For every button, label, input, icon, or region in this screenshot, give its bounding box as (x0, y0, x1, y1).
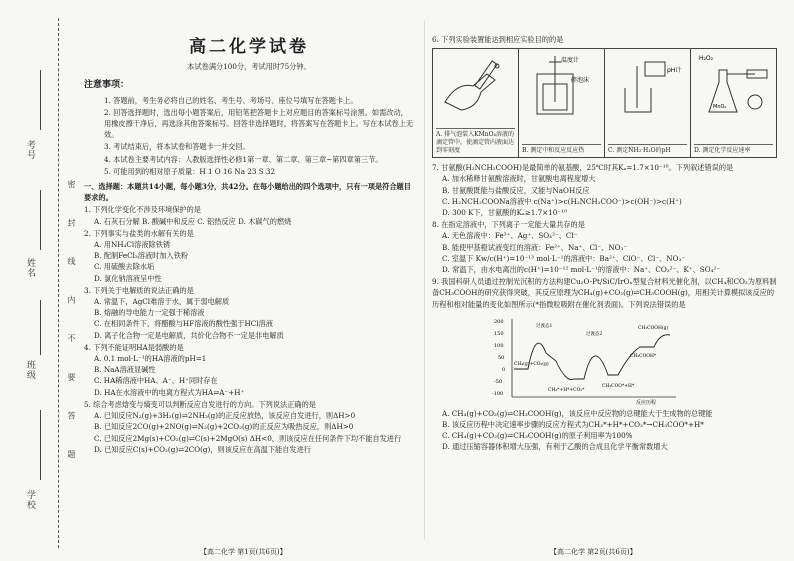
label-ts2: 过渡态2 (586, 331, 603, 337)
apparatus-caption: D. 测定化学反应速率 (694, 144, 773, 155)
axis-tick: 200 (494, 318, 504, 325)
school-field[interactable] (40, 410, 41, 480)
question-option: A. 常温下，AgCl难溶于水，属于弱电解质 (94, 297, 230, 307)
question-4 (84, 342, 414, 398)
apparatus-b (519, 49, 605, 157)
label-exam-number: 考号 (25, 140, 35, 160)
energy-profile-diagram (432, 313, 777, 405)
exam-subtitle: 本试卷满分100分，考试用时75分钟。 (187, 62, 311, 72)
question-option: A. 用NH₄Cl溶液除铁锈 (94, 240, 171, 250)
page-footer-right: 【高二化学 第2页(共6页)】 (550, 548, 637, 556)
page-footer-left: 【高二化学 第1页(共6页)】 (200, 548, 287, 556)
question-option: A. 已知反应N₂(g)+3H₂(g)⇌2NH₃(g)的正反应放热，该反应自发进行，则ΔH>0 (94, 411, 356, 421)
question-option: C. HA稀溶液中HA、A⁻、H⁺同时存在 (94, 376, 218, 386)
question-option: B. 能使甲基橙试液变红的溶液：Fe²⁺、Na⁺、Cl⁻、NO₃⁻ (442, 242, 628, 252)
class-field[interactable] (40, 300, 41, 355)
exam-number-field[interactable] (40, 70, 41, 130)
question-stem: 1. 下列化学变化不涉及环境保护的是 (84, 205, 201, 215)
question-option: D. 通过压缩容器体积增大压强，有利于乙酸的合成且化学平衡常数增大 (442, 442, 668, 452)
notice-heading: 注意事项： (84, 80, 130, 91)
label-h2o2: H₂O₂ (699, 55, 714, 63)
label-adsorbed-product: CH₃COOH* (630, 353, 657, 359)
right-column (432, 20, 777, 550)
axis-tick: 150 (494, 330, 504, 337)
apparatus-caption: B. 测定中和反应反应热 (522, 144, 601, 155)
calorimeter-icon (523, 52, 599, 122)
notice-item: 2. 回答选择题时，选出每小题答案后，用铅笔把答题卡上对应题目的答案标号涂黑。如需改动，用橡皮擦干净后，再选涂其他答案标号。回答非选择题时，将答案写在答题卡上。写在本试卷上无效。 (104, 107, 414, 140)
question-option: A. 无色溶液中：Fe³⁺、Ag⁺、SO₄²⁻、Cl⁻ (442, 231, 578, 241)
question-stem: 3. 下列关于电解质的说法正确的是 (84, 285, 194, 295)
burette-bubble-icon (437, 52, 513, 122)
notice-item: 1. 答题前，考生务必将自己的姓名、考生号、考场号、座位号填写在答题卡上。 (104, 95, 358, 105)
apparatus-caption: A. 排气泡装入KMnO₄溶液的滴定管中，使滴定管内液面达到零刻度 (436, 128, 515, 155)
ph-meter-icon (609, 52, 685, 122)
label-school: 学校 (25, 490, 35, 510)
question-option: A. 加水稀释甘氨酸溶液时，甘氨酸电离程度增大 (442, 174, 596, 184)
name-field[interactable] (40, 190, 41, 250)
question-option: C. H₂NCH₂COONa溶液中 c(Na⁺)>c(H₂NCH₂COO⁻)>c(OH⁻)>c(H⁺) (442, 196, 682, 206)
notice-item: 5. 可能用到的相对原子质量：H 1 O 16 Na 23 S 32 (104, 166, 276, 176)
apparatus-d (691, 49, 776, 157)
notice-item: 3. 考试结束后，将本试卷和答题卡一并交回。 (104, 142, 250, 152)
label-foam: 碎泡沫 (571, 77, 590, 85)
label-ts1: 过渡态1 (536, 323, 553, 329)
question-8 (432, 219, 777, 275)
question-stem: 9. 我国科研人员通过控制光沉积的方法构建Cu₂O-Pt/SiC/IrOₓ型复合材料光催化剂，以CH₄和CO₂为原料制备CH₃COOH的研究获得突破，其反应原理为CH₄(g)+CO₂(g)⇌CH₃COOH(g)，用相关计算模拟该反应的历程和相对能量的变化如图所示(*指微粒吸附在催化剂表面)。下列说法错误的是 (432, 277, 777, 309)
question-option: D. HA在水溶液中的电离方程式为HA⇌A⁻+H⁺ (94, 387, 245, 397)
exam-title: 高二化学试卷 (189, 37, 309, 57)
x-axis-label: 反应历程 (636, 399, 657, 405)
label-name: 姓名 (25, 258, 35, 278)
question-3 (84, 285, 414, 341)
question-option: D. 离子化合物一定是电解质，共价化合物不一定是非电解质 (94, 330, 284, 340)
question-option: C. 用硫酸去除水垢 (94, 262, 155, 272)
energy-profile-svg (490, 313, 680, 405)
binding-margin (0, 0, 80, 561)
question-option: B. 熔融的导电能力一定强于稀溶液 (94, 308, 205, 318)
question-stem: 7. 甘氨酸(H₂NCH₂COOH)是最简单的氨基酸，25℃时其Kₐ=1.7×10⁻¹⁰。下列叙述错误的是 (432, 163, 734, 173)
notice-item: 4. 本试卷主要考试内容：人教版选择性必修1第一章、第二章、第三章~第四章第三节。 (104, 154, 383, 164)
question-9 (432, 276, 777, 310)
question-6-stem: 6. 下列实验装置能达到相应实验目的的是 (432, 35, 564, 44)
experiment-apparatus-figure (432, 48, 777, 158)
axis-tick: 0 (502, 366, 506, 373)
question-option: A. 石灰石分解 B. 酸碱中和反应 C. 铝热反应 D. 木碳气的燃烧 (94, 216, 292, 226)
label-product: CH₃COOH(g) (638, 325, 669, 331)
question-option: C. 在相同条件下，将醋酸与HF溶液的酸性强于HCl溶液 (94, 319, 273, 329)
label-intermediate-2: CH₃COO*+H* (602, 383, 635, 389)
question-option: B. 该反应历程中决定速率步骤的反应方程式为CH₃*+H*+CO₂*→CH₃COO*+H* (442, 420, 704, 430)
axis-tick: -100 (492, 390, 504, 397)
question-2 (84, 228, 414, 284)
question-option: C. 已知反应2Mg(s)+CO₂(g)⇌C(s)+2MgO(s) ΔH<0，则该反应在任何条件下均不能自发进行 (94, 433, 402, 443)
question-option: C. 室温下 Kw/c(H⁺)=10⁻¹³ mol·L⁻¹的溶液中：Ba²⁺、ClO⁻、Cl⁻、NO₃⁻ (442, 253, 686, 263)
apparatus-caption: C. 测定NH₃·H₂O的pH (608, 144, 687, 155)
question-stem: 4. 下列不能证明HA是弱酸的是 (84, 342, 184, 352)
seal-warning: 密 封 线 内 不 要 答 题 (67, 180, 76, 472)
question-stem: 2. 下列事实与盐类的水解有关的是 (84, 228, 194, 238)
label-thermometer: 温度计 (561, 57, 580, 65)
label-mno2: MnO₂ (713, 104, 727, 111)
reaction-rate-icon (695, 52, 775, 122)
axis-tick: 100 (494, 342, 504, 349)
question-option: D. 300 K下，甘氨酸的Kₐ≥1.7×10⁻¹⁰ (442, 208, 567, 218)
apparatus-c (605, 49, 691, 157)
question-option: B. 已知反应2CO(g)+2NO(g)⇌N₂(g)+2CO₂(g)的正反应为吸热反应，则ΔH>0 (94, 422, 354, 432)
question-stem: 5. 综合考虑焓变与熵变可以判断反应自发进行的方向。下列说法正确的是 (84, 399, 316, 409)
label-reactants: CH₄(g)+CO₂(g) (514, 361, 549, 367)
question-stem: 8. 在指定溶液中，下列离子一定能大量共存的是 (432, 220, 585, 230)
axis-tick: 50 (498, 354, 505, 361)
question-option: D. 已知反应C(s)+CO₂(g)⇌2CO(g)，则该反应在高温下能自发进行 (94, 444, 311, 454)
question-1 (84, 204, 414, 226)
question-option: A. CH₄(g)+CO₂(g)⇌CH₃COOH(g)，该反应中反应物的总键能大于生成物的总键能 (442, 408, 713, 418)
question-option: B. 配制FeCl₃溶液时加入铁粉 (94, 251, 189, 261)
section-one-heading: 一、选择题：本题共14小题，每小题3分，共42分。在每小题给出的四个选项中，只有一项是符合题目要求的。 (84, 182, 411, 203)
label-intermediate-1: CH₃*+H*+CO₂* (548, 387, 585, 393)
question-option: A. 0.1 mol·L⁻¹的HA溶液的pH=1 (94, 354, 207, 364)
left-column (84, 20, 414, 550)
axis-tick: -50 (494, 378, 503, 385)
question-7 (432, 162, 777, 218)
apparatus-a (433, 49, 519, 157)
column-divider (424, 20, 425, 540)
label-ph-meter: pH计 (667, 67, 682, 75)
notice-list (84, 95, 414, 177)
question-option: B. 甘氨酸既能与盐酸反应，又能与NaOH反应 (442, 185, 590, 195)
question-5 (84, 399, 414, 455)
question-option: B. NaA溶液显碱性 (94, 365, 156, 375)
question-option: C. CH₄(g)+CO₂(g)⇌CH₃COOH(g)的原子利用率为100% (442, 431, 633, 441)
question-option: D. 常温下，由水电离出的c(H⁺)=10⁻¹² mol·L⁻¹的溶液中：Na⁺、CO₃²⁻、K⁺、SO₄²⁻ (442, 265, 721, 275)
question-option: D. 氯化钠溶液呈中性 (94, 273, 162, 283)
seal-dashed-line (58, 18, 59, 548)
label-class: 班级 (25, 360, 35, 380)
